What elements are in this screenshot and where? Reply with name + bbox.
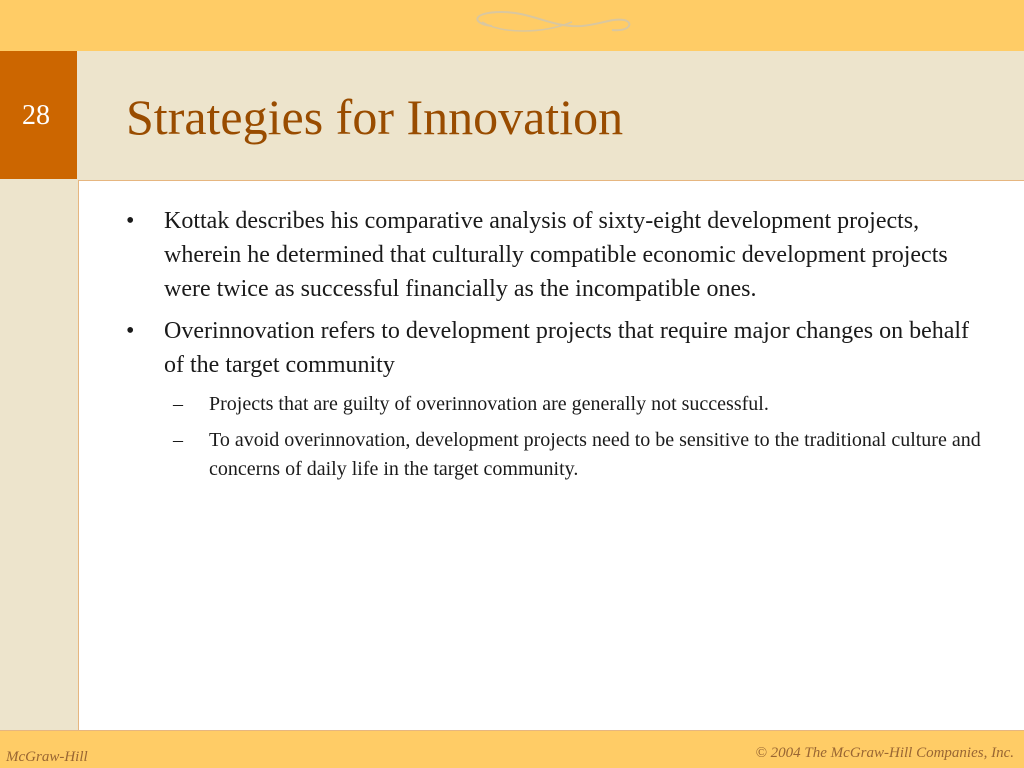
dash-marker: – bbox=[173, 393, 183, 415]
slide-title: Strategies for Innovation bbox=[126, 89, 624, 145]
footer-copyright: © 2004 The McGraw-Hill Companies, Inc. bbox=[755, 745, 1014, 761]
footer-publisher: McGraw-Hill bbox=[6, 749, 88, 765]
sub-bullet-item bbox=[126, 426, 986, 484]
bullet-marker: • bbox=[126, 318, 135, 344]
dash-marker: – bbox=[173, 429, 183, 451]
title-divider bbox=[78, 180, 1024, 181]
sub-bullet-text: Projects that are guilty of overinnovation are generally not successful. bbox=[209, 393, 769, 415]
bullet-item bbox=[126, 204, 986, 306]
bullet-text: Kottak describes his comparative analysis of sixty-eight development projects, wherein he determined that culturally compatible economic development projects were twice as successful financially as the incompatible ones. bbox=[164, 208, 948, 302]
sub-bullet-text: To avoid overinnovation, development projects need to be sensitive to the traditional culture and concerns of daily life in the target community. bbox=[209, 429, 981, 480]
slide-content bbox=[126, 204, 986, 491]
bullet-marker: • bbox=[126, 208, 135, 234]
sub-bullet-item bbox=[126, 390, 986, 419]
left-divider bbox=[78, 180, 79, 731]
bullet-item bbox=[126, 314, 986, 382]
decorative-swirl bbox=[462, 4, 634, 40]
bullet-text: Overinnovation refers to development projects that require major changes on behalf of the target community bbox=[164, 318, 970, 378]
slide-number: 28 bbox=[22, 100, 50, 131]
